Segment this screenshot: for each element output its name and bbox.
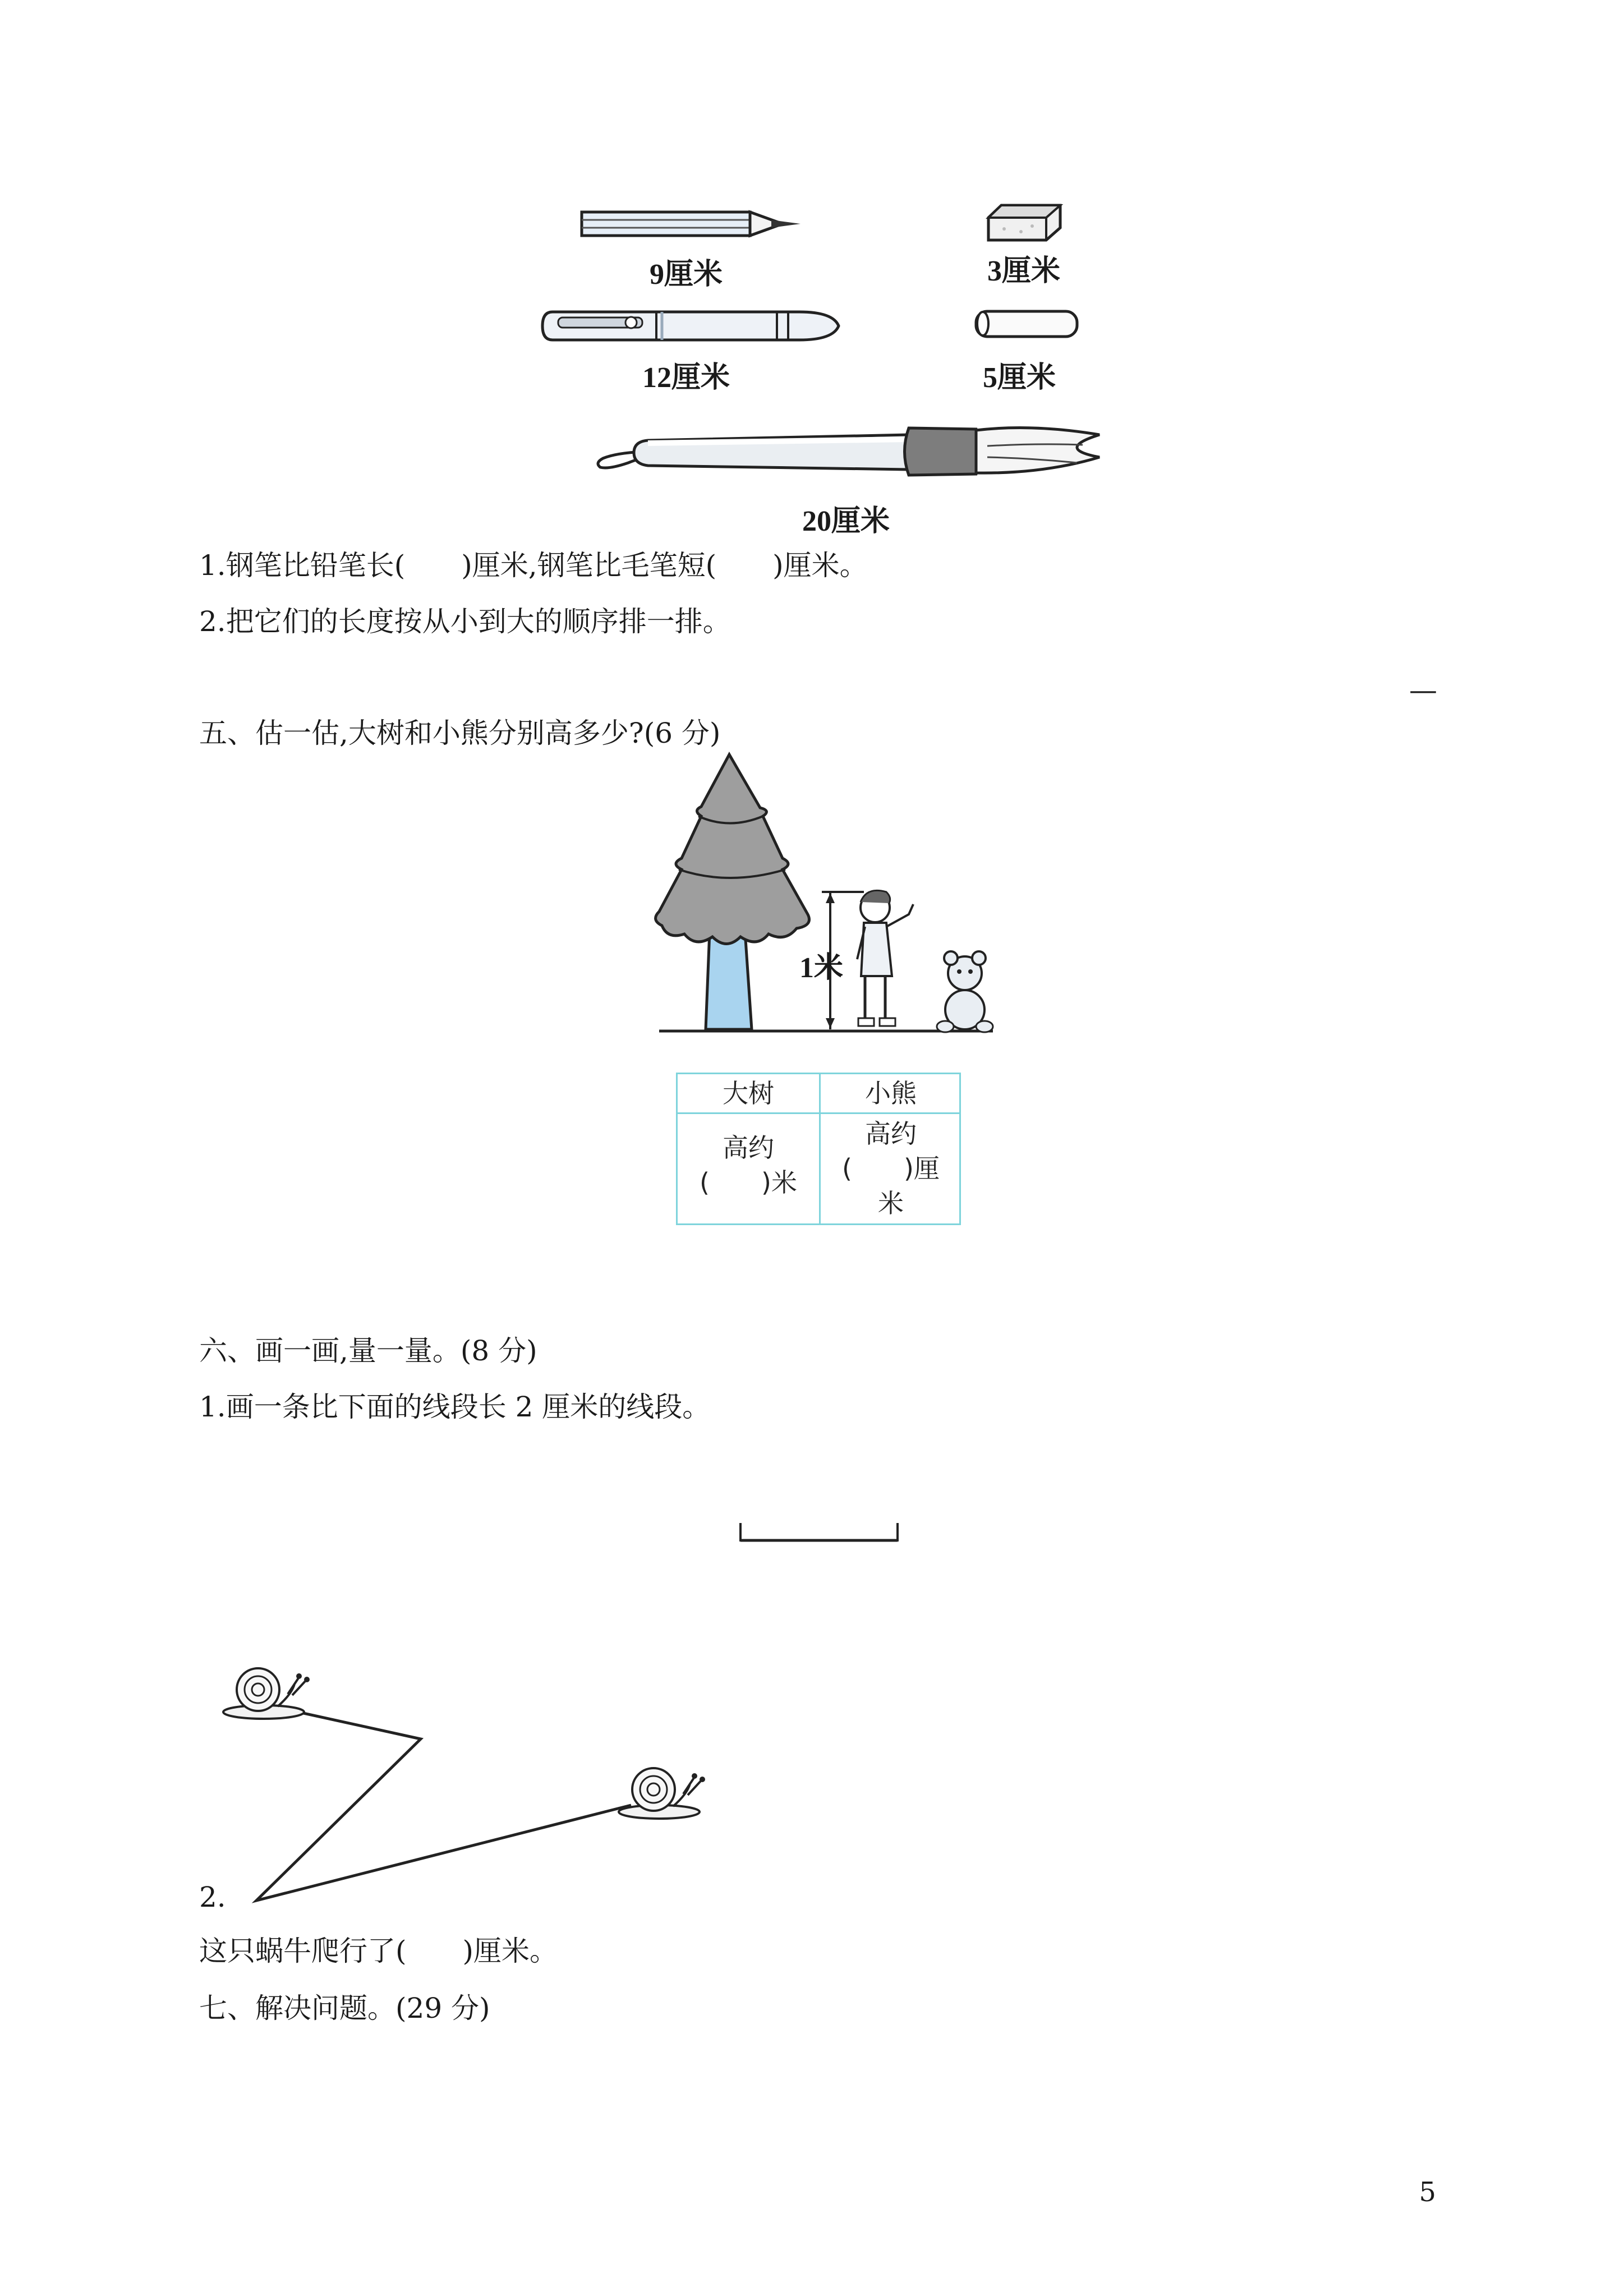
brush-icon [595, 418, 1105, 491]
snail-path [222, 1644, 704, 1913]
question-4-1: 1.钢笔比铅笔长( )厘米,钢笔比毛笔短( )厘米。 [199, 549, 868, 582]
chalk-length-label: 5厘米 [983, 362, 1056, 394]
question-4-2: 2.把它们的长度按从小到大的顺序排一排。 [199, 605, 731, 638]
table-header-bear: 小熊 [865, 1078, 917, 1108]
eraser-icon [987, 201, 1066, 246]
bear-height-unit: 米 [878, 1188, 904, 1218]
one-meter-label: 1米 [799, 952, 844, 984]
section-7-title: 七、解决问题。(29 分) [199, 1992, 490, 2024]
brush-length-label: 20厘米 [802, 505, 890, 537]
tree-and-bear-illustration [645, 752, 1004, 1038]
section-6-title: 六、画一画,量一量。(8 分) [199, 1335, 537, 1367]
table-header-tree: 大树 [723, 1078, 774, 1108]
page-number: 5 [1419, 2177, 1436, 2208]
pencil-icon [581, 206, 805, 246]
pen-icon [541, 306, 844, 346]
pen-length-label: 12厘米 [642, 362, 730, 394]
chalk-icon [970, 309, 1083, 342]
section-5-title: 五、估一估,大树和小熊分别高多少?(6 分) [199, 717, 721, 749]
eraser-length-label: 3厘米 [987, 255, 1061, 287]
question-6-1: 1.画一条比下面的线段长 2 厘米的线段。 [199, 1391, 711, 1423]
question-6-2-number: 2. [199, 1881, 226, 1913]
estimate-table [676, 1073, 961, 1225]
bear-height-line1: 高约 [865, 1119, 917, 1149]
snail-start-icon [223, 1668, 310, 1719]
bear-height-answer: ( )厘 [842, 1153, 940, 1184]
tree-height-answer: ( )米 [700, 1167, 797, 1198]
margin-mark: — [1409, 674, 1437, 706]
tree-height-line1: 高约 [723, 1133, 774, 1163]
question-6-2: 这只蜗牛爬行了( )厘米。 [199, 1935, 558, 1967]
reference-segment [735, 1520, 903, 1548]
pencil-length-label: 9厘米 [650, 259, 723, 291]
snail-end-icon [619, 1768, 705, 1819]
